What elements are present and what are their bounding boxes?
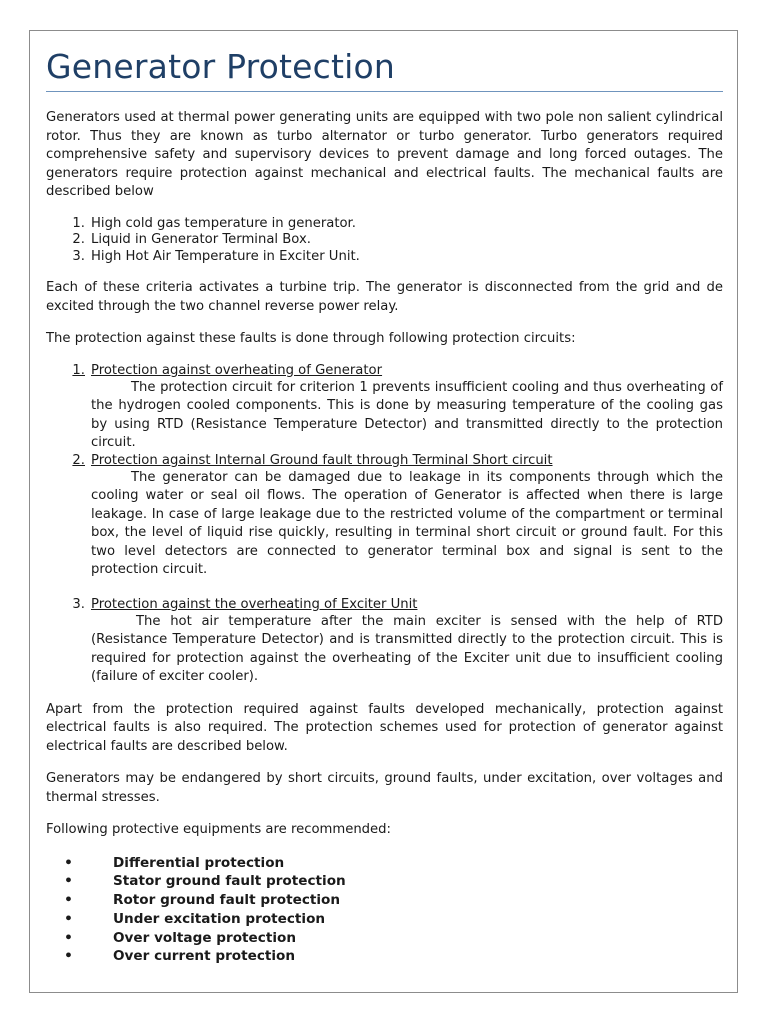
list-item <box>46 910 723 929</box>
list-item-text: Liquid in Generator Terminal Box. <box>91 232 311 247</box>
list-item <box>46 854 723 873</box>
bullet-icon: • <box>64 910 73 927</box>
list-item-text: Over current protection <box>113 948 296 965</box>
list-item-text: High Hot Air Temperature in Exciter Unit. <box>91 248 360 264</box>
list-item <box>46 216 723 233</box>
mechanical-faults-list <box>46 216 723 266</box>
protection-circuit-number: 1. <box>72 362 85 378</box>
endangered-paragraph: Generators may be endangered by short circuits, ground faults, under excitation, over voltages and thermal stresses. <box>46 771 723 805</box>
protection-circuit-body: The hot air temperature after the main exciter is sensed with the help of RTD (Resistance Temperature Detector) and is transmitted directly to the protection circuit. This is required for protection against the overheating of the Exciter unit due to insufficient cooling (failure of exciter cooler). <box>91 613 723 684</box>
protection-circuit-number: 3. <box>72 596 85 612</box>
list-item-text: Under excitation protection <box>113 910 326 927</box>
list-item <box>46 232 723 249</box>
protection-circuit-heading: Protection against the overheating of Exciter Unit <box>91 596 418 612</box>
protective-equipments-list <box>46 854 723 967</box>
list-item-text: Stator ground fault protection <box>113 873 346 890</box>
protection-circuit-3 <box>46 597 723 687</box>
protection-circuit-2 <box>46 453 723 580</box>
document-page <box>29 30 738 993</box>
protection-circuit-heading: Protection against Internal Ground fault through Terminal Short circuit <box>91 452 553 468</box>
list-item <box>46 929 723 948</box>
list-item <box>46 891 723 910</box>
list-item-text: Rotor ground fault protection <box>113 892 341 909</box>
list-item <box>46 872 723 891</box>
list-item <box>46 249 723 266</box>
protection-circuit-heading: Protection against overheating of Generator <box>91 362 383 378</box>
protection-circuit-body: The protection circuit for criterion 1 prevents insufficient cooling and thus overheating of the hydrogen cooled components. This is done by measuring temperature of the cooling gas by using RTD (Resistance Temperature Detector) and transmitted directly to the protection circuit. <box>91 379 723 450</box>
list-item-text: High cold gas temperature in generator. <box>91 215 356 231</box>
bullet-icon: • <box>64 892 73 909</box>
intro-paragraph: Generators used at thermal power generating units are equipped with two pole non salient cylindrical rotor. Thus they are known as turbo alternator or turbo generator. Turbo generators required comprehensive safety and supervisory devices to prevent damage and long forced outages. The generators require protection against mechanical and electrical faults. The mechanical faults are described below <box>46 110 723 199</box>
title-underline <box>46 91 723 92</box>
list-item-number: 3. <box>72 248 85 264</box>
document-content <box>46 45 723 966</box>
list-item-number: 1. <box>72 215 85 231</box>
circuits-intro-paragraph: The protection against these faults is done through following protection circuits: <box>46 331 576 346</box>
equipments-intro-paragraph: Following protective equipments are recommended: <box>46 822 391 837</box>
page-title: Generator Protection <box>46 47 396 86</box>
electrical-faults-paragraph: Apart from the protection required against faults developed mechanically, protection against electrical faults is also required. The protection schemes used for protection of generator against electrical faults are described below. <box>46 701 723 754</box>
list-item-text: Differential protection <box>113 854 285 871</box>
bullet-icon: • <box>64 929 73 946</box>
protection-circuit-body: The generator can be damaged due to leakage in its components through which the cooling water or seal oil flows. The operation of Generator is affected when there is large leakage. In case of large leakage due to the restricted volume of the compartment or terminal box, the level of liquid rise quickly, resulting in terminal short circuit or ground fault. For this two level detectors are connected to generator terminal box and signal is sent to the protection circuit. <box>91 469 723 577</box>
protection-circuit-number: 2. <box>72 452 85 468</box>
bullet-icon: • <box>64 948 73 965</box>
bullet-icon: • <box>64 854 73 871</box>
trip-paragraph: Each of these criteria activates a turbine trip. The generator is disconnected from the grid and de excited through the two channel reverse power relay. <box>46 280 723 314</box>
protection-circuit-1 <box>46 363 723 453</box>
bullet-icon: • <box>64 873 73 890</box>
list-item-text: Over voltage protection <box>113 929 297 946</box>
list-item-number: 2. <box>72 232 85 247</box>
list-item <box>46 947 723 966</box>
